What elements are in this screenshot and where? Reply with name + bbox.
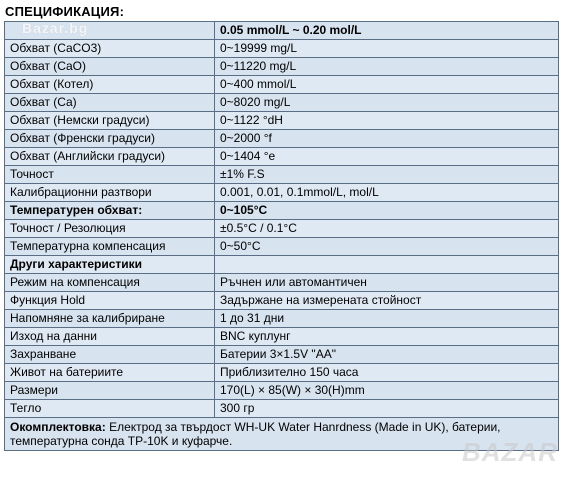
spec-label: Функция Hold	[5, 292, 215, 310]
spec-value: 0~2000 °f	[215, 130, 559, 148]
spec-label: Обхват (CaO)	[5, 58, 215, 76]
spec-value: Задържане на измерената стойност	[215, 292, 559, 310]
table-row	[5, 94, 559, 112]
table-row	[5, 58, 559, 76]
spec-label: Изход на данни	[5, 328, 215, 346]
spec-label: Температурна компенсация	[5, 238, 215, 256]
table-row	[5, 148, 559, 166]
spec-label: Обхват (CaCO3)	[5, 40, 215, 58]
spec-label: Обхват (Ca)	[5, 94, 215, 112]
spec-label: Точност / Резолюция	[5, 220, 215, 238]
package-contents-label: Окомплектовка:	[10, 420, 106, 434]
spec-label: Напомняне за калибриране	[5, 310, 215, 328]
spec-value: BNC куплунг	[215, 328, 559, 346]
table-row	[5, 256, 559, 274]
spec-value: ±1% F.S	[215, 166, 559, 184]
table-row	[5, 310, 559, 328]
watermark-top: Bazar.bg	[22, 20, 89, 36]
spec-value: Ръчнен или автомантичен	[215, 274, 559, 292]
table-row	[5, 220, 559, 238]
package-contents-text: Електрод за твърдост WH-UK Water Hanrdness (Made in UK), батерии, температурна сонда TP-10K и куфарче.	[10, 420, 501, 448]
spec-label: Обхват (Котел)	[5, 76, 215, 94]
table-row	[5, 328, 559, 346]
spec-value: Приблизително 150 часа	[215, 364, 559, 382]
table-row	[5, 292, 559, 310]
spec-value: Батерии 3×1.5V "AA"	[215, 346, 559, 364]
spec-value: 0~8020 mg/L	[215, 94, 559, 112]
spec-label: Живот на батериите	[5, 364, 215, 382]
table-row	[5, 130, 559, 148]
table-row	[5, 346, 559, 364]
spec-label: Размери	[5, 382, 215, 400]
spec-table	[4, 21, 559, 451]
table-row	[5, 40, 559, 58]
spec-value: 0~1122 °dH	[215, 112, 559, 130]
spec-label: Калибрационни разтвори	[5, 184, 215, 202]
spec-value: ±0.5°C / 0.1°C	[215, 220, 559, 238]
spec-value: 1 до 31 дни	[215, 310, 559, 328]
table-row	[5, 202, 559, 220]
spec-label: Захранване	[5, 346, 215, 364]
table-row	[5, 382, 559, 400]
spec-value: 0~19999 mg/L	[215, 40, 559, 58]
spec-value	[215, 256, 559, 274]
spec-value: 0~11220 mg/L	[215, 58, 559, 76]
table-row	[5, 274, 559, 292]
spec-value: 170(L) × 85(W) × 30(H)mm	[215, 382, 559, 400]
table-row	[5, 76, 559, 94]
spec-value: 0.05 mmol/L ~ 0.20 mol/L	[215, 22, 559, 40]
watermark-bottom: BAZAR	[462, 437, 558, 467]
spec-label: Точност	[5, 166, 215, 184]
table-row	[5, 112, 559, 130]
table-row	[5, 166, 559, 184]
table-row	[5, 238, 559, 256]
spec-value: 300 гр	[215, 400, 559, 418]
table-row	[5, 364, 559, 382]
spec-value: 0~400 mmol/L	[215, 76, 559, 94]
spec-value: 0~1404 °e	[215, 148, 559, 166]
spec-value: 0.001, 0.01, 0.1mmol/L, mol/L	[215, 184, 559, 202]
spec-label: Обхват (Английски градуси)	[5, 148, 215, 166]
spec-label: Температурен обхват:	[5, 202, 215, 220]
spec-label: Обхват (Немски градуси)	[5, 112, 215, 130]
spec-label: Обхват (Френски градуси)	[5, 130, 215, 148]
spec-title: СПЕЦИФИКАЦИЯ:	[5, 4, 125, 19]
spec-table-body	[5, 22, 559, 451]
table-row	[5, 184, 559, 202]
spec-value: 0~50°C	[215, 238, 559, 256]
table-row	[5, 400, 559, 418]
spec-value: 0~105°C	[215, 202, 559, 220]
spec-label: Други характеристики	[5, 256, 215, 274]
spec-label: Тегло	[5, 400, 215, 418]
spec-label: Режим на компенсация	[5, 274, 215, 292]
